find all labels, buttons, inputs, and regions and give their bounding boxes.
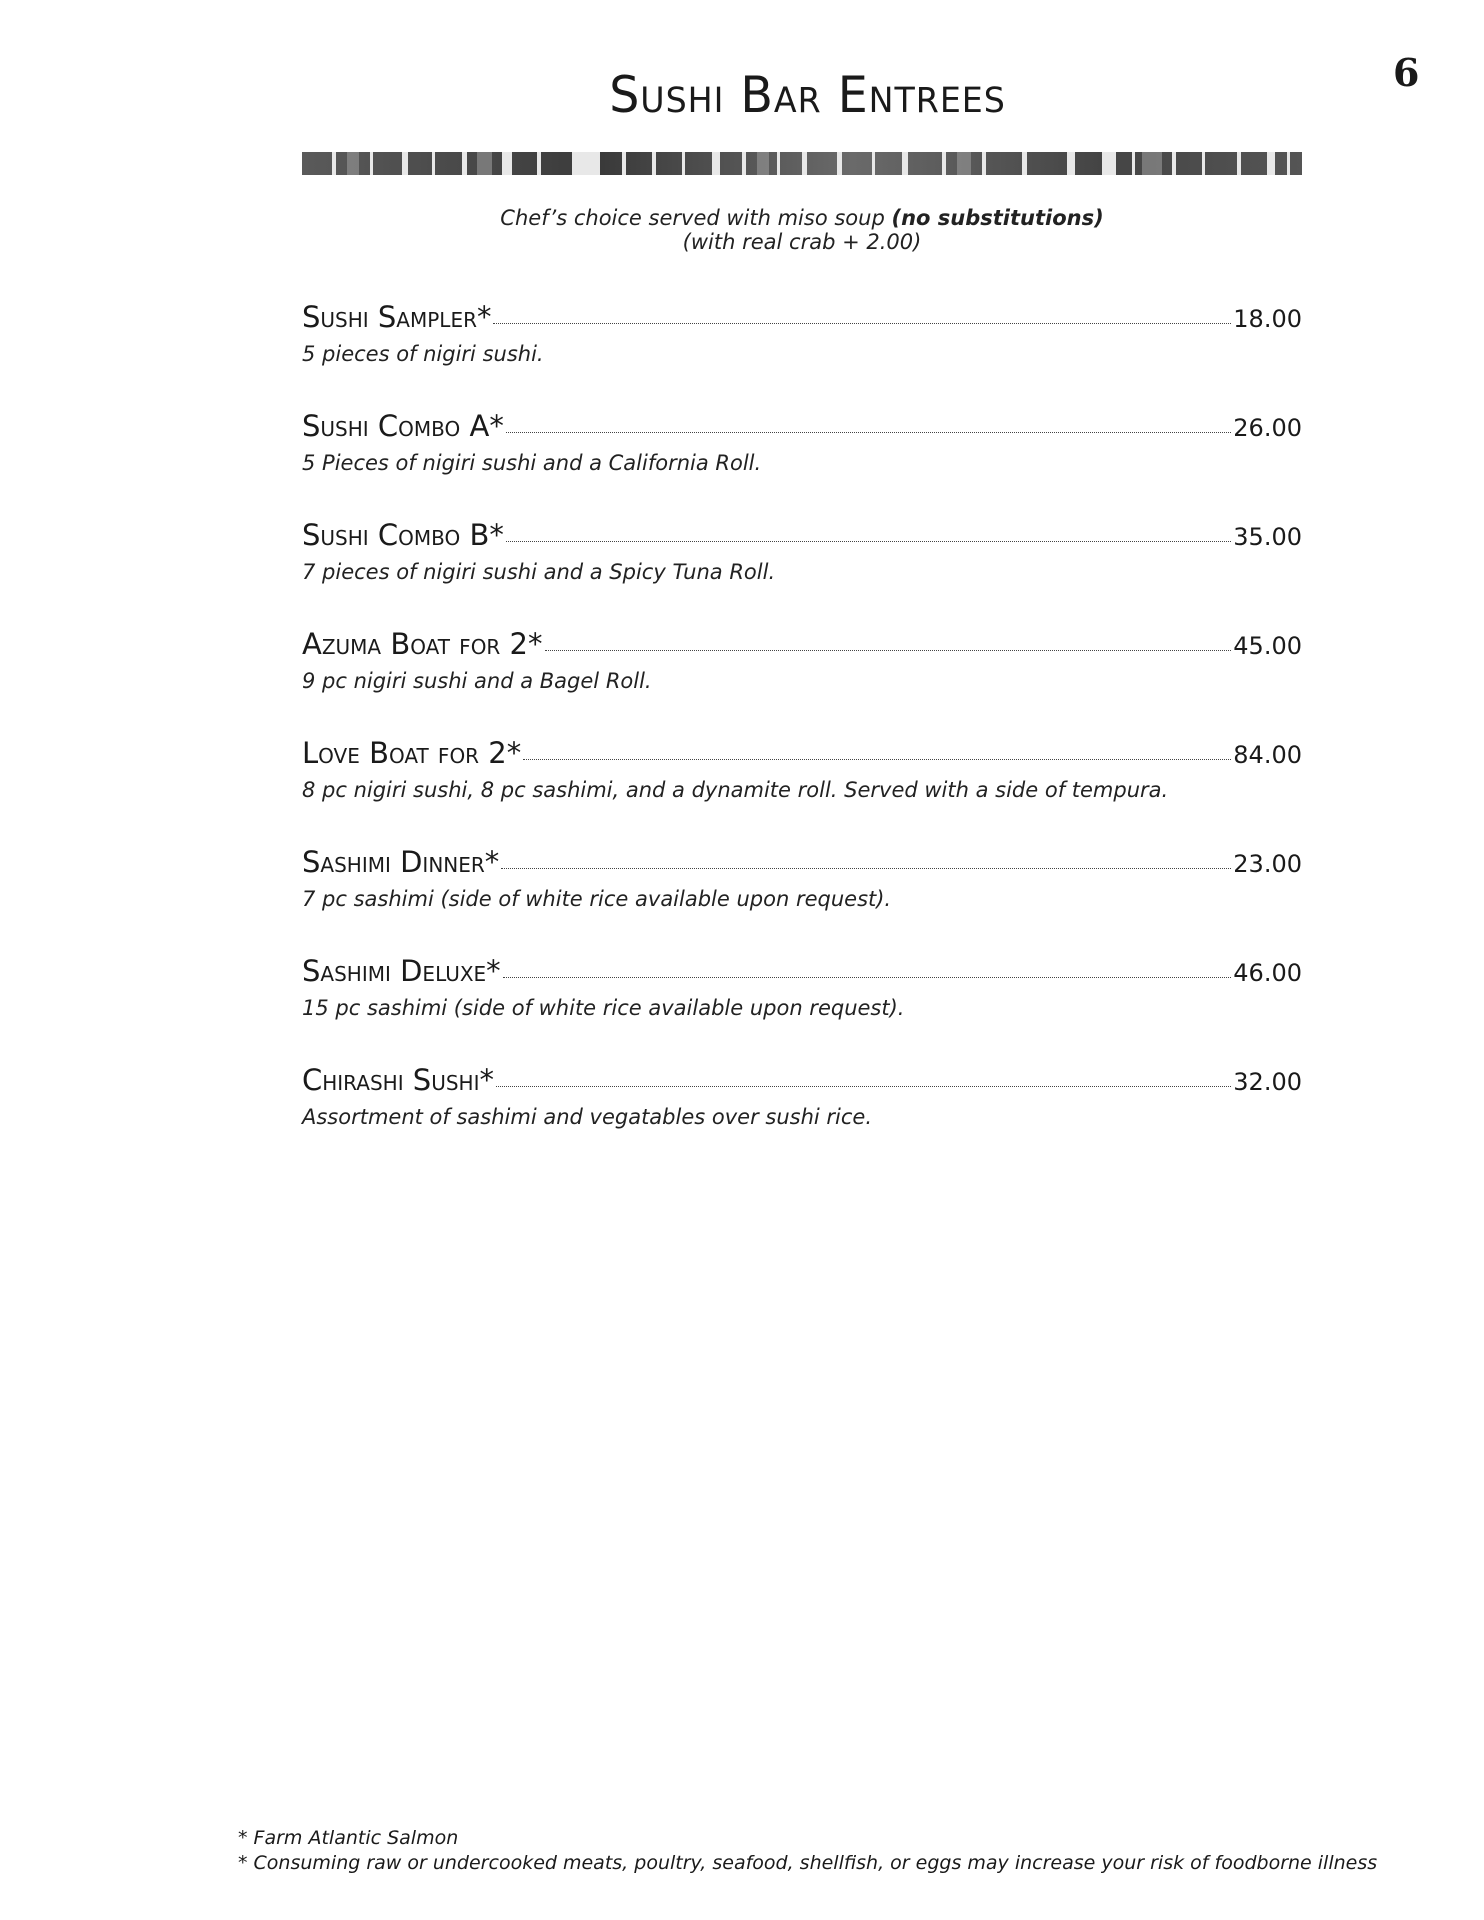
menu-item [302,627,1302,736]
menu-item-price: 32.00 [1233,1068,1302,1096]
intro-no-substitutions: (no substitutions) [891,206,1104,230]
footnotes [238,1826,1377,1876]
menu-item-name: Azuma Boat for 2* [302,627,543,661]
menu-item [302,518,1302,627]
menu-item-name: Chirashi Sushi* [302,1063,494,1097]
footnote-salmon: * Farm Atlantic Salmon [238,1827,459,1849]
menu-item-price: 45.00 [1233,632,1302,660]
menu-item-price: 84.00 [1233,741,1302,769]
page-number: 6 [1393,50,1420,95]
intro-text: Chef’s choice served with miso soup [500,206,885,230]
dot-leader [503,977,1232,978]
intro-line-1 [302,206,1302,230]
menu-item [302,300,1302,409]
menu-item-price: 35.00 [1233,523,1302,551]
dot-leader [501,868,1231,869]
menu-item-description: 7 pieces of nigiri sushi and a Spicy Tuna Roll. [302,560,776,584]
menu-item [302,1063,1302,1172]
menu-item-description: 7 pc sashimi (side of white rice available upon request). [302,887,892,911]
menu-item [302,409,1302,518]
page-title: Sushi Bar Entrees [609,66,1006,124]
menu-item-name: Sushi Sampler* [302,300,492,334]
menu-item-price: 23.00 [1233,850,1302,878]
menu-item-price: 46.00 [1233,959,1302,987]
dot-leader [496,1086,1231,1087]
menu-item-name: Sashimi Deluxe* [302,954,501,988]
menu-item-price: 26.00 [1233,414,1302,442]
dot-leader [493,323,1231,324]
menu-list [302,300,1302,1172]
intro-line-2: (with real crab + 2.00) [682,230,922,254]
menu-intro [302,206,1302,254]
dot-leader [506,541,1231,542]
menu-item [302,736,1302,845]
menu-item-description: 8 pc nigiri sushi, 8 pc sashimi, and a dynamite roll. Served with a side of tempura. [302,778,1169,802]
menu-item-name: Sushi Combo B* [302,518,504,552]
menu-item-description: 15 pc sashimi (side of white rice available upon request). [302,996,905,1020]
menu-item-description: 5 Pieces of nigiri sushi and a California Roll. [302,451,762,475]
menu-item-description: 9 pc nigiri sushi and a Bagel Roll. [302,669,652,693]
menu-item-price: 18.00 [1233,305,1302,333]
dot-leader [523,759,1231,760]
menu-item [302,845,1302,954]
menu-item-description: 5 pieces of nigiri sushi. [302,342,544,366]
menu-item-name: Sushi Combo A* [302,409,504,443]
dot-leader [506,432,1231,433]
menu-item-name: Sashimi Dinner* [302,845,500,879]
bamboo-banner-image [302,152,1302,175]
menu-item [302,954,1302,1063]
footnote-consumer-advisory: * Consuming raw or undercooked meats, poultry, seafood, shellfish, or eggs may increase your risk of foodborne illness [238,1852,1378,1874]
dot-leader [545,650,1232,651]
menu-item-description: Assortment of sashimi and vegatables over sushi rice. [302,1105,872,1129]
menu-item-name: Love Boat for 2* [302,736,522,770]
